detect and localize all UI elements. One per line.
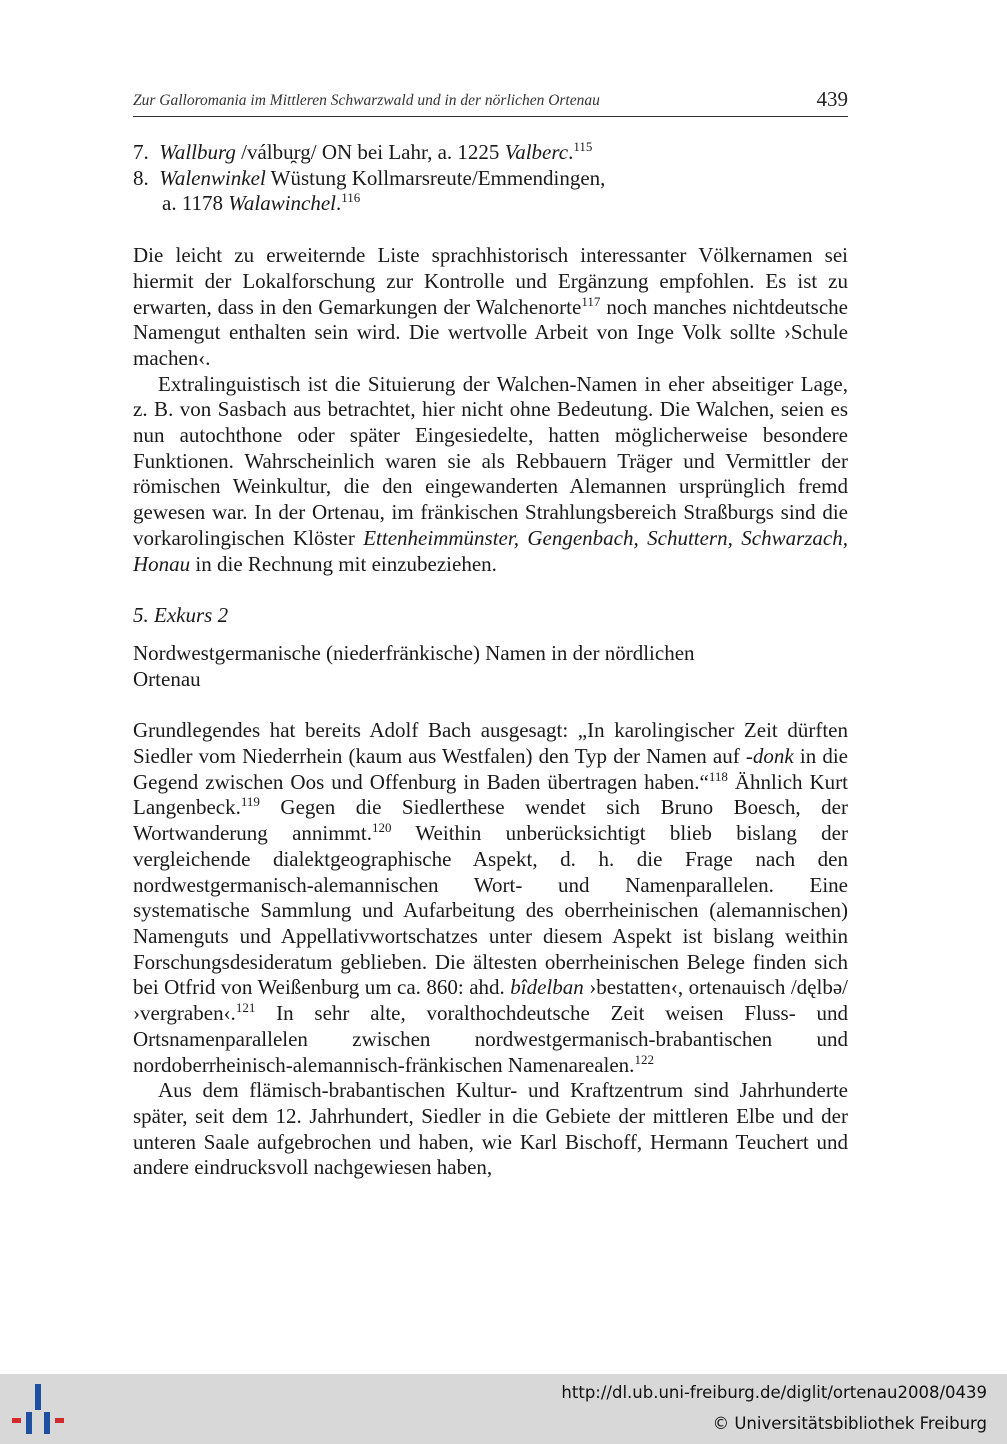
- paragraph: Extralinguistisch ist die Situierung der Walchen-Namen in eher abseitiger Lage, z. B. von Sasbach aus betrachtet, hier nicht ohne Bedeutung. Die Walchen, seien es nun autochthone oder später Eingesiedelte, hatten möglicherweise besondere Funktionen. Wahrscheinlich waren sie als Rebbauern Träger und Vermittler der römischen Weinkultur, die den eingewanderten Alemannen ursprünglich fremd gewesen war. In der Ortenau, im fränkischen Strahlungsbereich Straßburgs sind die vorkarolingischen Klöster Ettenheimmünster, Gengenbach, Schuttern, Schwarzach, Honau in die Rechnung mit einzubeziehen.: [133, 371, 848, 576]
- list-item-name: Walenwinkel: [159, 165, 266, 190]
- footnote-ref[interactable]: 120: [371, 820, 392, 836]
- list-item: 7. Wallburg /válbu̯rg/ ON bei Lahr, a. 1225 Valberc.$^{115}$: [133, 139, 593, 164]
- paragraph: Aus dem flämisch-brabantischen Kultur- und Kraftzentrum sind Jahrhunderte später, seit dem 12. Jahrhundert, Siedler in die Gebiete der mittleren Elbe und der unteren Saale aufgebrochen und haben, wie Karl Bischoff, Hermann Teuchert und andere eindrucksvoll nachgewiesen haben,: [133, 1078, 848, 1180]
- footnote-ref[interactable]: 122: [634, 1051, 654, 1067]
- copyright-notice: © Universitätsbibliothek Freiburg: [712, 1414, 987, 1433]
- body-text: [133, 140, 848, 1181]
- historical-form: Walawinchel: [228, 191, 337, 216]
- paragraph: Die leicht zu erweiternde Liste sprachhistorisch interessanter Völkernamen sei hiermit der Lokalforschung zur Kontrolle und Ergänzung empfohlen. Es ist zu erwarten, dass in den Gemarkungen der Walchenorte$^{117}$ noch manches nichtdeutsche Namengut enthalten sein wird. Die wertvolle Arbeit von Inge Volk sollte ›Schule machen‹.: [133, 243, 848, 370]
- list-item-continuation: a. 1178 Walawinchel.$^{116}$: [162, 190, 361, 216]
- footnote-ref[interactable]: 117: [581, 293, 601, 309]
- footnote-ref[interactable]: 115: [573, 139, 593, 154]
- footnote-ref[interactable]: 119: [240, 794, 260, 810]
- footnote-ref[interactable]: 118: [708, 768, 728, 784]
- page-number: 439: [816, 87, 848, 111]
- footer-bar: [0, 1374, 1007, 1444]
- section-subheading: Nordwestgermanische (niederfränkische) Namen in der nördlichen Ortenau: [133, 640, 695, 691]
- list-item-name: Wallburg: [159, 140, 236, 164]
- historical-form: Valberc: [504, 140, 569, 164]
- running-header: [133, 88, 848, 117]
- section-heading: 5. Exkurs 2: [133, 603, 229, 628]
- list-item: 8. Walenwinkel Wüstung Kollmarsreute/Emmendingen, a. 1178 Walawinchel.$^{116}$: [133, 166, 848, 217]
- ub-freiburg-logo-icon[interactable]: [10, 1382, 66, 1436]
- running-title: Zur Galloromania im Mittleren Schwarzwald und in der nörlichen Ortenau: [133, 92, 600, 109]
- source-url-link[interactable]: http://dl.ub.uni-freiburg.de/diglit/ortenau2008/0439: [561, 1383, 987, 1402]
- footnote-ref[interactable]: 121: [235, 1000, 256, 1016]
- footnote-ref[interactable]: 116: [341, 190, 361, 206]
- paragraph: Grundlegendes hat bereits Adolf Bach ausgesagt: „In karolingischer Zeit dürften Siedler vom Niederrhein (kaum aus Westfalen) den Typ der Namen auf -donk in die Gegend zwischen Oos und Offenburg in Baden übertragen haben.“$^{118}$ Ähnlich Kurt Langenbeck.$^{119}$ Gegen die Siedlerthese wendet sich Bruno Boesch, der Wortwanderung annimmt.$^{120}$ Weithin unberücksichtigt blieb bislang der vergleichende dialektgeographische Aspekt, d. h. die Frage nach den nordwestgermanisch-alemannischen Wort- und Namenparallelen. Eine systematische Sammlung und Aufarbeitung des oberrheinischen (alemannischen) Namenguts und Appellativwortschatzes unter diesem Aspekt ist bislang weithin Forschungsdesideratum geblieben. Die ältesten oberrheinischen Belege finden sich bei Otfrid von Weißenburg um ca. 860: ahd. bîdelban ›bestatten‹, ortenauisch /dęlbə/ ›vergraben‹.$^{121}$ In sehr alte, voralthochdeutsche Zeit weisen Fluss- und Ortsnamenparallelen zwischen nordwestgermanisch-brabantischen und nordoberrheinisch-alemannisch-fränkischen Namenarealen.$^{122}$: [133, 718, 848, 1077]
